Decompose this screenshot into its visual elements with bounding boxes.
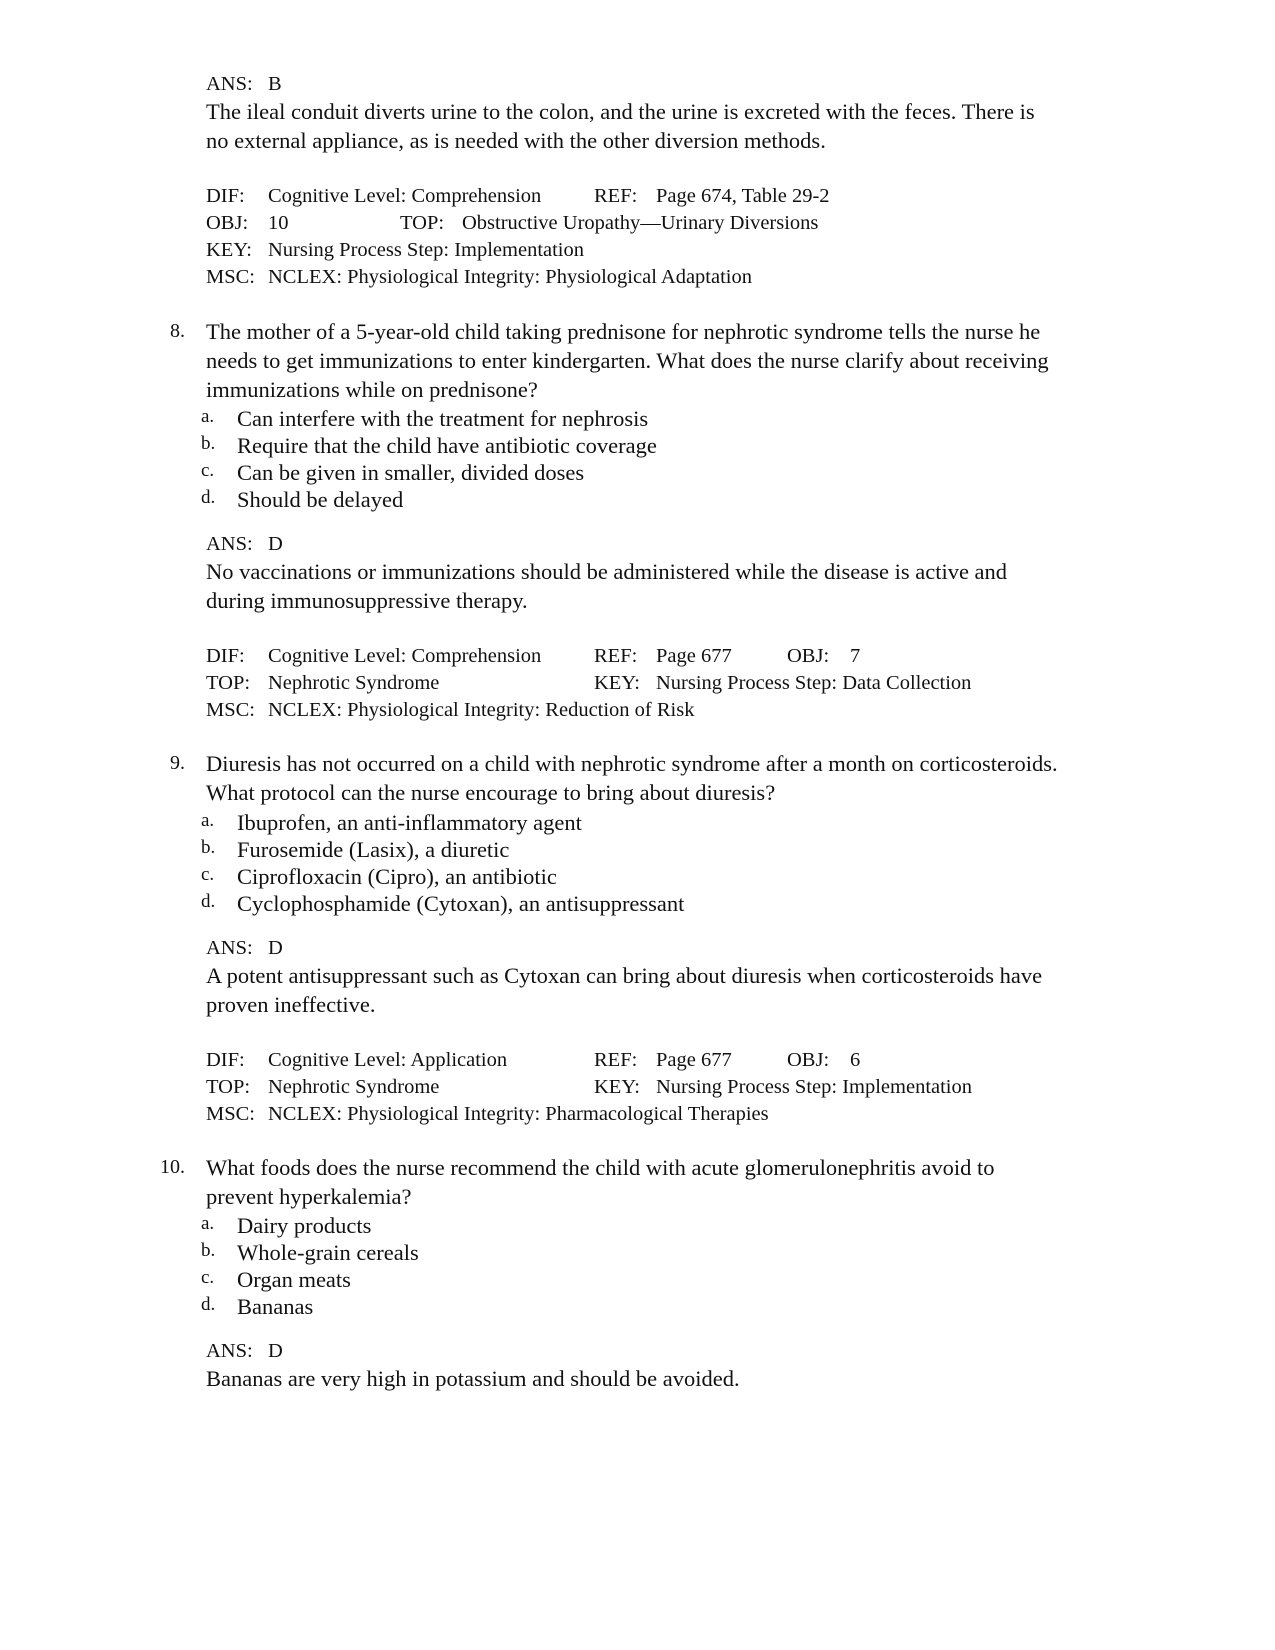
ref-label: REF:: [594, 185, 638, 207]
obj-value: 6: [850, 1049, 861, 1071]
dif-value: Cognitive Level: Comprehension: [268, 645, 542, 667]
answer-label: ANS:: [206, 533, 253, 555]
key-label: KEY:: [594, 672, 640, 694]
rationale-line: during immunosuppressive therapy.: [206, 588, 528, 613]
option-letter: c.: [201, 1267, 215, 1288]
answer-value: D: [268, 937, 283, 959]
question-stem-line: What foods does the nurse recommend the child with acute glomerulonephritis avoid to: [206, 1155, 995, 1180]
dif-label: DIF:: [206, 185, 245, 207]
question-stem-line: The mother of a 5-year-old child taking prednisone for nephrotic syndrome tells the nurse he: [206, 319, 1041, 344]
msc-value: NCLEX: Physiological Integrity: Pharmacological Therapies: [268, 1103, 769, 1125]
option-text: Whole-grain cereals: [237, 1240, 419, 1265]
top-value: Nephrotic Syndrome: [268, 672, 440, 694]
answer-value: D: [268, 1340, 283, 1362]
ref-value: Page 677: [656, 1049, 732, 1071]
msc-value: NCLEX: Physiological Integrity: Physiological Adaptation: [268, 266, 752, 288]
dif-value: Cognitive Level: Application: [268, 1049, 508, 1071]
question-stem-line: needs to get immunizations to enter kindergarten. What does the nurse clarify about receiving: [206, 348, 1049, 373]
rationale-line: Bananas are very high in potassium and should be avoided.: [206, 1366, 740, 1391]
key-label: KEY:: [594, 1076, 640, 1098]
option-text: Cyclophosphamide (Cytoxan), an antisuppressant: [237, 891, 685, 916]
option-text: Furosemide (Lasix), a diuretic: [237, 837, 510, 862]
obj-value: 7: [850, 645, 861, 667]
option-letter: c.: [201, 460, 215, 481]
option-letter: a.: [201, 1213, 215, 1234]
top-label: TOP:: [400, 212, 445, 234]
key-label: KEY:: [206, 239, 252, 261]
key-value: Nursing Process Step: Data Collection: [656, 672, 972, 694]
option-letter: c.: [201, 864, 215, 885]
option-letter: a.: [201, 810, 215, 831]
answer-label: ANS:: [206, 1340, 253, 1362]
top-label: TOP:: [206, 672, 251, 694]
obj-value: 10: [268, 212, 289, 234]
option-text: Require that the child have antibiotic coverage: [237, 433, 657, 458]
option-letter: d.: [201, 487, 216, 508]
question-stem-line: prevent hyperkalemia?: [206, 1184, 412, 1209]
dif-label: DIF:: [206, 645, 245, 667]
key-value: Nursing Process Step: Implementation: [656, 1076, 972, 1098]
question-stem-line: What protocol can the nurse encourage to bring about diuresis?: [206, 780, 776, 805]
obj-label: OBJ:: [206, 212, 249, 234]
answer-label: ANS:: [206, 937, 253, 959]
ref-label: REF:: [594, 645, 638, 667]
obj-label: OBJ:: [787, 645, 830, 667]
msc-value: NCLEX: Physiological Integrity: Reduction of Risk: [268, 699, 695, 721]
question-number: 10.: [160, 1156, 185, 1178]
option-text: Ibuprofen, an anti-inflammatory agent: [237, 810, 582, 835]
question-number: 9.: [170, 752, 185, 774]
key-value: Nursing Process Step: Implementation: [268, 239, 584, 261]
rationale-line: No vaccinations or immunizations should be administered while the disease is active and: [206, 559, 1008, 584]
option-text: Organ meats: [237, 1267, 351, 1292]
option-letter: a.: [201, 406, 215, 427]
option-text: Can be given in smaller, divided doses: [237, 460, 585, 485]
option-text: Should be delayed: [237, 487, 404, 512]
answer-value: B: [268, 73, 282, 95]
option-text: Dairy products: [237, 1213, 372, 1238]
option-letter: b.: [201, 1240, 216, 1261]
option-text: Bananas: [237, 1294, 314, 1319]
obj-label: OBJ:: [787, 1049, 830, 1071]
option-text: Can interfere with the treatment for nephrosis: [237, 406, 649, 431]
msc-label: MSC:: [206, 1103, 255, 1125]
answer-label: ANS:: [206, 73, 253, 95]
option-text: Ciprofloxacin (Cipro), an antibiotic: [237, 864, 557, 889]
ref-value: Page 677: [656, 645, 732, 667]
top-value: Nephrotic Syndrome: [268, 1076, 440, 1098]
rationale-line: A potent antisuppressant such as Cytoxan can bring about diuresis when corticosteroids have: [206, 963, 1043, 988]
ref-value: Page 674, Table 29-2: [656, 185, 830, 207]
ref-label: REF:: [594, 1049, 638, 1071]
dif-value: Cognitive Level: Comprehension: [268, 185, 542, 207]
msc-label: MSC:: [206, 266, 255, 288]
rationale-line: no external appliance, as is needed with the other diversion methods.: [206, 128, 826, 153]
option-letter: b.: [201, 433, 216, 454]
msc-label: MSC:: [206, 699, 255, 721]
option-letter: b.: [201, 837, 216, 858]
rationale-line: The ileal conduit diverts urine to the colon, and the urine is excreted with the feces. There is: [206, 99, 1035, 124]
option-letter: d.: [201, 1294, 216, 1315]
question-stem-line: immunizations while on prednisone?: [206, 377, 538, 402]
rationale-line: proven ineffective.: [206, 992, 376, 1017]
option-letter: d.: [201, 891, 216, 912]
question-number: 8.: [170, 320, 185, 342]
dif-label: DIF:: [206, 1049, 245, 1071]
top-label: TOP:: [206, 1076, 251, 1098]
answer-value: D: [268, 533, 283, 555]
question-stem-line: Diuresis has not occurred on a child with nephrotic syndrome after a month on corticosteroids.: [206, 751, 1058, 776]
top-value: Obstructive Uropathy—Urinary Diversions: [462, 212, 819, 234]
